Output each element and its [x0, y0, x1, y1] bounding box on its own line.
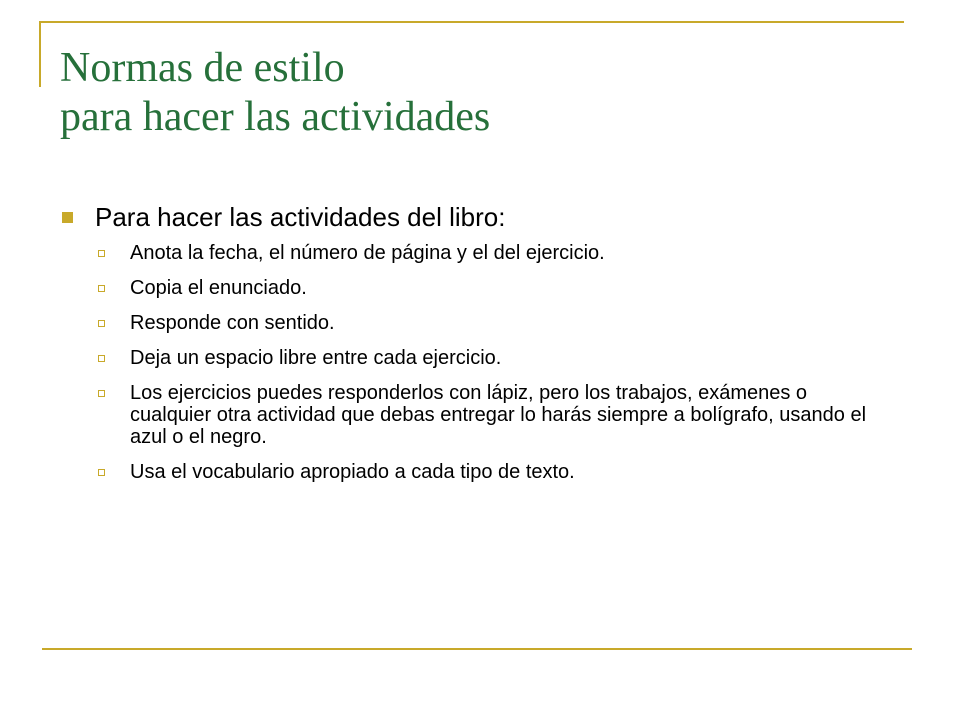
list-item-text: Responde con sentido. — [130, 312, 335, 334]
list-item — [60, 461, 890, 483]
bottom-rule — [42, 648, 912, 650]
main-bullet-text: Para hacer las actividades del libro: — [95, 202, 506, 232]
list-item-text: Anota la fecha, el número de página y el del ejercicio. — [130, 242, 605, 264]
left-rule — [39, 21, 41, 87]
hollow-square-bullet-icon — [98, 320, 105, 327]
hollow-square-bullet-icon — [98, 390, 105, 397]
top-rule — [40, 21, 904, 23]
list-item — [60, 347, 890, 369]
title-line-1: Normas de estilo — [60, 45, 345, 91]
hollow-square-bullet-icon — [98, 250, 105, 257]
sub-bullet-list — [60, 242, 890, 483]
list-item — [60, 242, 890, 264]
list-item — [60, 382, 890, 448]
hollow-square-bullet-icon — [98, 285, 105, 292]
list-item — [60, 312, 890, 334]
list-item-text: Copia el enunciado. — [130, 277, 307, 299]
hollow-square-bullet-icon — [98, 469, 105, 476]
hollow-square-bullet-icon — [98, 355, 105, 362]
main-bullet-point — [60, 200, 890, 234]
title-line-2: para hacer las actividades — [60, 94, 491, 140]
list-item-text: Usa el vocabulario apropiado a cada tipo de texto. — [130, 461, 575, 483]
slide-body — [60, 200, 890, 496]
list-item-text: Deja un espacio libre entre cada ejercicio. — [130, 347, 502, 369]
square-bullet-icon — [62, 212, 73, 223]
list-item-text: Los ejercicios puedes responderlos con lápiz, pero los trabajos, exámenes o cualquier otra actividad que debas entregar lo harás siempre a bolígrafo, usando el azul o el negro. — [130, 382, 867, 448]
slide-title — [60, 44, 490, 142]
list-item — [60, 277, 890, 299]
